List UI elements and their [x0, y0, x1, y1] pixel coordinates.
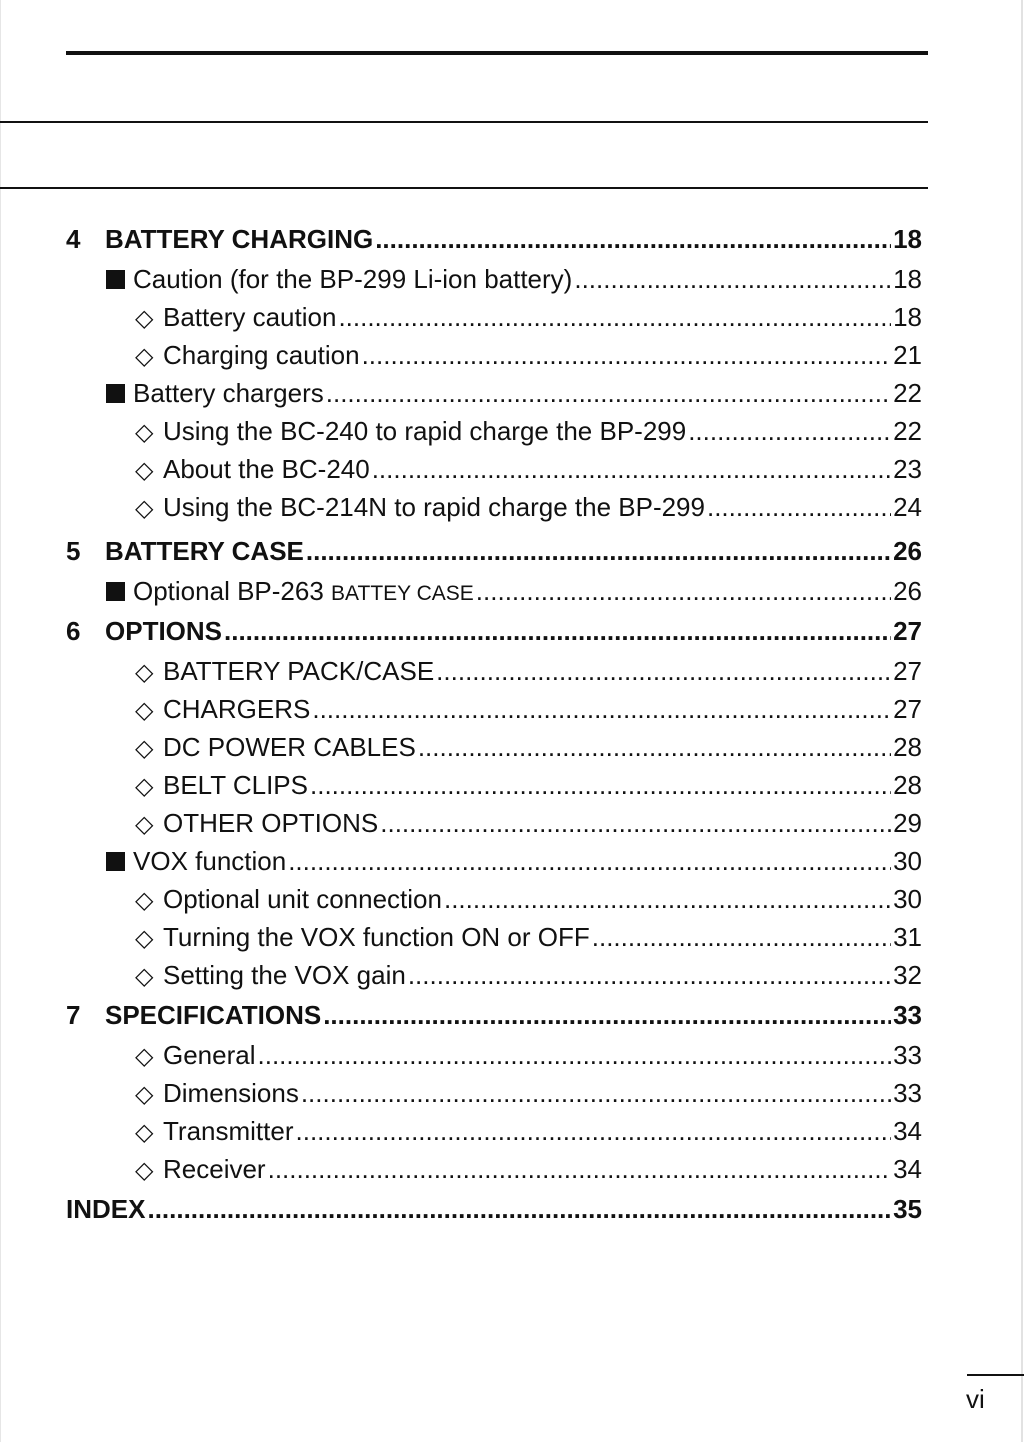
toc-title: SPECIFICATIONS — [105, 1000, 322, 1030]
diamond-bullet-icon: ◇ — [135, 697, 154, 724]
toc-title: Charging caution — [163, 340, 360, 370]
footer-rule — [967, 1374, 1024, 1376]
toc-section[interactable] — [66, 572, 922, 610]
diamond-bullet-icon: ◇ — [135, 811, 154, 838]
toc-title: About the BC-240 — [163, 454, 370, 484]
square-bullet-icon — [106, 384, 125, 403]
toc-page-number: 18 — [893, 264, 922, 294]
header-rule-middle — [0, 121, 928, 123]
diamond-bullet-icon: ◇ — [135, 457, 154, 484]
toc-title: BATTERY PACK/CASE — [163, 656, 435, 686]
dot-leader — [268, 1150, 891, 1188]
toc-chapter-4[interactable] — [66, 218, 922, 260]
toc-page-number: 30 — [893, 884, 922, 914]
toc-section[interactable] — [66, 374, 922, 412]
toc-chapter-5[interactable] — [66, 530, 922, 572]
dot-leader — [418, 728, 891, 766]
toc-page-number: 31 — [893, 922, 922, 952]
toc-subsection[interactable] — [66, 1036, 922, 1074]
toc-title: Battery caution — [163, 302, 337, 332]
dot-leader — [312, 690, 891, 728]
dot-leader — [323, 994, 891, 1036]
toc-title: Using the BC-240 to rapid charge the BP-299 — [163, 416, 687, 446]
chapter-number: 6 — [66, 616, 81, 646]
dot-leader — [574, 260, 891, 298]
toc-subsection[interactable] — [66, 1112, 922, 1150]
diamond-bullet-icon: ◇ — [135, 659, 154, 686]
dot-leader — [296, 1112, 892, 1150]
toc-subsection[interactable] — [66, 336, 922, 374]
toc-page-number: 18 — [893, 302, 922, 332]
diamond-bullet-icon: ◇ — [135, 495, 154, 522]
toc-page-number: 29 — [893, 808, 922, 838]
toc-subsection[interactable] — [66, 880, 922, 918]
table-of-contents — [66, 218, 922, 1230]
toc-title: Dimensions — [163, 1078, 299, 1108]
toc-page-number: 33 — [893, 1078, 922, 1108]
dot-leader — [408, 956, 891, 994]
diamond-bullet-icon: ◇ — [135, 1081, 154, 1108]
toc-page-number: 26 — [893, 536, 922, 566]
toc-title: General — [163, 1040, 256, 1070]
toc-title-small-caps: BATTEY CASE — [331, 582, 474, 605]
toc-title: CHARGERS — [163, 694, 311, 724]
toc-title: INDEX — [66, 1194, 146, 1224]
square-bullet-icon — [106, 582, 125, 601]
dot-leader — [362, 336, 892, 374]
toc-title: OTHER OPTIONS — [163, 808, 379, 838]
chapter-number: 7 — [66, 1000, 81, 1030]
toc-page-number: 32 — [893, 960, 922, 990]
diamond-bullet-icon: ◇ — [135, 887, 154, 914]
toc-page-number: 28 — [893, 770, 922, 800]
toc-index[interactable] — [66, 1188, 922, 1230]
toc-title: Caution (for the BP-299 Li-ion battery) — [133, 264, 573, 294]
dot-leader — [707, 488, 891, 526]
toc-title: Battery chargers — [133, 378, 324, 408]
toc-subsection[interactable] — [66, 804, 922, 842]
toc-page-number: 28 — [893, 732, 922, 762]
toc-subsection[interactable] — [66, 956, 922, 994]
toc-subsection[interactable] — [66, 918, 922, 956]
toc-page-number: 34 — [893, 1116, 922, 1146]
dot-leader — [310, 766, 891, 804]
dot-leader — [444, 880, 891, 918]
dot-leader — [476, 572, 891, 610]
toc-page-number: 27 — [893, 656, 922, 686]
page-folio: vi — [966, 1384, 985, 1414]
toc-title — [133, 572, 474, 610]
toc-page-number: 27 — [893, 694, 922, 724]
toc-chapter-6[interactable] — [66, 610, 922, 652]
toc-page-number: 27 — [893, 616, 922, 646]
toc-title: Turning the VOX function ON or OFF — [163, 922, 590, 952]
dot-leader — [436, 652, 891, 690]
dot-leader — [592, 918, 891, 956]
diamond-bullet-icon: ◇ — [135, 419, 154, 446]
toc-title: VOX function — [133, 846, 287, 876]
toc-section[interactable] — [66, 842, 922, 880]
dot-leader — [224, 610, 891, 652]
diamond-bullet-icon: ◇ — [135, 735, 154, 762]
dot-leader — [258, 1036, 892, 1074]
page-edge-left — [0, 0, 1, 1442]
toc-subsection[interactable] — [66, 652, 922, 690]
toc-page-number: 24 — [893, 492, 922, 522]
square-bullet-icon — [106, 270, 125, 289]
dot-leader — [338, 298, 891, 336]
toc-subsection[interactable] — [66, 488, 922, 526]
toc-subsection[interactable] — [66, 690, 922, 728]
toc-title: BATTERY CASE — [105, 536, 304, 566]
chapter-number: 5 — [66, 536, 81, 566]
dot-leader — [288, 842, 891, 880]
toc-title: Receiver — [163, 1154, 266, 1184]
dot-leader — [688, 412, 891, 450]
diamond-bullet-icon: ◇ — [135, 963, 154, 990]
toc-page-number: 22 — [893, 378, 922, 408]
toc-subsection[interactable] — [66, 766, 922, 804]
toc-title-main: Optional BP-263 — [133, 576, 324, 606]
dot-leader — [326, 374, 891, 412]
toc-title: BELT CLIPS — [163, 770, 308, 800]
diamond-bullet-icon: ◇ — [135, 773, 154, 800]
toc-page-number: 23 — [893, 454, 922, 484]
toc-title: BATTERY CHARGING — [105, 224, 374, 254]
toc-title: DC POWER CABLES — [163, 732, 416, 762]
toc-page-number: 34 — [893, 1154, 922, 1184]
toc-subsection[interactable] — [66, 412, 922, 450]
toc-subsection[interactable] — [66, 450, 922, 488]
toc-page-number: 33 — [893, 1040, 922, 1070]
diamond-bullet-icon: ◇ — [135, 1043, 154, 1070]
toc-title: Optional unit connection — [163, 884, 442, 914]
toc-page-number: 22 — [893, 416, 922, 446]
diamond-bullet-icon: ◇ — [135, 1157, 154, 1184]
toc-section[interactable] — [66, 260, 922, 298]
header-rule-thick — [66, 51, 928, 55]
toc-page-number: 18 — [893, 224, 922, 254]
toc-subsection[interactable] — [66, 298, 922, 336]
dot-leader — [147, 1188, 891, 1230]
toc-subsection[interactable] — [66, 1074, 922, 1112]
toc-title: Using the BC-214N to rapid charge the BP-299 — [163, 492, 705, 522]
dot-leader — [372, 450, 891, 488]
toc-page-number: 26 — [893, 576, 922, 606]
toc-page-number: 30 — [893, 846, 922, 876]
dot-leader — [306, 530, 891, 572]
toc-page-number: 35 — [893, 1194, 922, 1224]
toc-title: Setting the VOX gain — [163, 960, 406, 990]
toc-subsection[interactable] — [66, 1150, 922, 1188]
toc-page-number: 21 — [893, 340, 922, 370]
dot-leader — [380, 804, 891, 842]
header-rule-bottom — [0, 187, 928, 189]
toc-title: OPTIONS — [105, 616, 223, 646]
square-bullet-icon — [106, 852, 125, 871]
diamond-bullet-icon: ◇ — [135, 925, 154, 952]
toc-chapter-7[interactable] — [66, 994, 922, 1036]
diamond-bullet-icon: ◇ — [135, 1119, 154, 1146]
diamond-bullet-icon: ◇ — [135, 343, 154, 370]
dot-leader — [375, 218, 891, 260]
toc-subsection[interactable] — [66, 728, 922, 766]
diamond-bullet-icon: ◇ — [135, 305, 154, 332]
toc-title: Transmitter — [163, 1116, 294, 1146]
dot-leader — [301, 1074, 891, 1112]
toc-page-number: 33 — [893, 1000, 922, 1030]
page-edge-right — [1021, 0, 1023, 1442]
chapter-number: 4 — [66, 224, 81, 254]
